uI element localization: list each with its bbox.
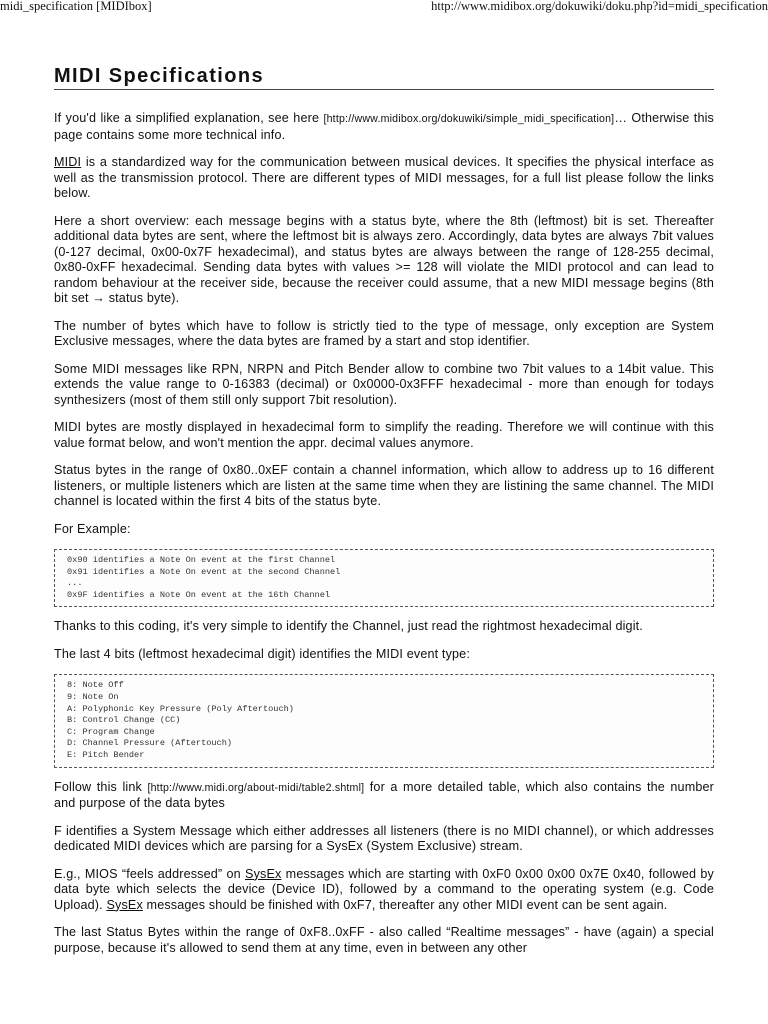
sysex-framing-paragraph: The number of bytes which have to follow is strictly tied to the type of message, only exception are System Exclusive messages, where the data bytes are framed by a start and stop identifier.	[54, 318, 714, 348]
code-line: 8: Note Off	[67, 680, 124, 691]
channel-info-paragraph: Status bytes in the range of 0x80..0xEF contain a channel information, which allow to address up to 16 different listeners, or multiple listeners which are listen at the same time when they are listining the same channel. The MIDI channel is located within the first 4 bits of the status byte.	[54, 463, 714, 508]
code-line: C: Program Change	[67, 726, 155, 737]
hex-format-paragraph: MIDI bytes are mostly displayed in hexadecimal form to simplify the reading. Therefore we will continue with this value format below, and won't mention the appr. decimal values anymore.	[54, 420, 714, 450]
code-line: 0x90 identifies a Note On event at the first Channel	[67, 555, 336, 565]
code-line: 0x9F identifies a Note On event at the 16th Channel	[67, 589, 331, 600]
page-content	[54, 64, 714, 956]
channel-digit-paragraph: Thanks to this coding, it's very simple to identify the Channel, just read the rightmost hexadecimal digit.	[54, 619, 643, 634]
midi-definition-paragraph: MIDI is a standardized way for the communication between musical devices. It specifies the physical interface as well as the transmission protocol. There are different types of MIDI messages, for a full list please follow the links below.	[54, 155, 714, 200]
system-message-paragraph: F identifies a System Message which either addresses all listeners (there is no MIDI channel), or which addresses dedicated MIDI devices which are parsing for a SysEx (System Exclusive) stream.	[54, 823, 714, 854]
page-title: MIDI Specifications	[54, 64, 714, 90]
code-line: ...	[67, 578, 83, 589]
code-line: B: Control Change (CC)	[67, 715, 181, 726]
sysex-link[interactable]: SysEx	[106, 897, 143, 912]
14bit-paragraph: Some MIDI messages like RPN, NRPN and Pitch Bender allow to combine two 7bit values to a 14bit value. This extends the value range to 0-16383 (decimal) or 0x0000-0x3FFF hexadecimal - more than enough for todays synthesizers (most of them still only support 7bit resolution).	[54, 361, 714, 407]
code-line: 0x91 identifies a Note On event at the second Channel	[67, 566, 341, 577]
overview-paragraph: Here a short overview: each message begins with a status byte, where the 8th (leftmost) bit is set. Thereafter additional data bytes are sent, where the leftmost bit is always zero. Accordingly, data bytes are always 7bit values (0-127 decimal, 0x00-0x7F hexadecimal), and status bytes are always between the range of 128-255 decimal, 0x80-0xFF hexadecimal. Sending data bytes with values >= 128 will violate the MIDI protocol and can lead to random behaviour at the receiver side, because the receiver could assume, that a new MIDI message begins (8th bit set → status byte).	[54, 213, 714, 305]
note-on-code-block	[54, 549, 714, 607]
print-header-url: http://www.midibox.org/dokuwiki/doku.php?id=midi_specification	[431, 0, 768, 13]
code-line: D: Channel Pressure (Aftertouch)	[67, 738, 233, 749]
midi-table-link[interactable]: [http://www.midi.org/about-midi/table2.shtml]	[147, 781, 365, 794]
code-line: 9: Note On	[67, 691, 119, 702]
realtime-paragraph: The last Status Bytes within the range of 0xF8..0xFF - also called “Realtime messages” - have (again) a special purpose, because it's allowed to send them at any time, even in between any other	[54, 925, 714, 955]
event-type-code-block	[54, 674, 714, 767]
table-link-paragraph: Follow this link [http://www.midi.org/about-midi/table2.shtml] for a more detailed table, which also contains the number and purpose of the data bytes	[54, 779, 715, 811]
code-line: E: Pitch Bender	[67, 749, 145, 760]
mios-sysex-paragraph: E.g., MIOS “feels addressed” on SysEx messages which are starting with 0xF0 0x00 0x00 0x7E 0x40, followed by data byte which selects the device (Device ID), followed by a command to the operating system (e.g. Code Upload). SysEx messages should be finished with 0xF7, thereafter any other MIDI event can be sent again.	[54, 866, 714, 912]
code-line: A: Polyphonic Key Pressure (Poly Aftertouch)	[67, 703, 294, 714]
example-label: For Example:	[54, 521, 131, 536]
print-header	[0, 0, 768, 16]
sysex-link[interactable]: SysEx	[245, 866, 282, 881]
midi-link[interactable]: MIDI	[54, 155, 82, 169]
print-header-title: midi_specification [MIDIbox]	[0, 0, 152, 13]
event-type-intro: The last 4 bits (leftmost hexadecimal digit) identifies the MIDI event type:	[54, 646, 470, 661]
intro-paragraph: If you'd like a simplified explanation, see here [http://www.midibox.org/dokuwiki/simple_midi_specification]… Otherwise this page contains some more technical info.	[54, 111, 714, 142]
simple-spec-link[interactable]: [http://www.midibox.org/dokuwiki/simple_midi_specification]	[323, 113, 615, 125]
